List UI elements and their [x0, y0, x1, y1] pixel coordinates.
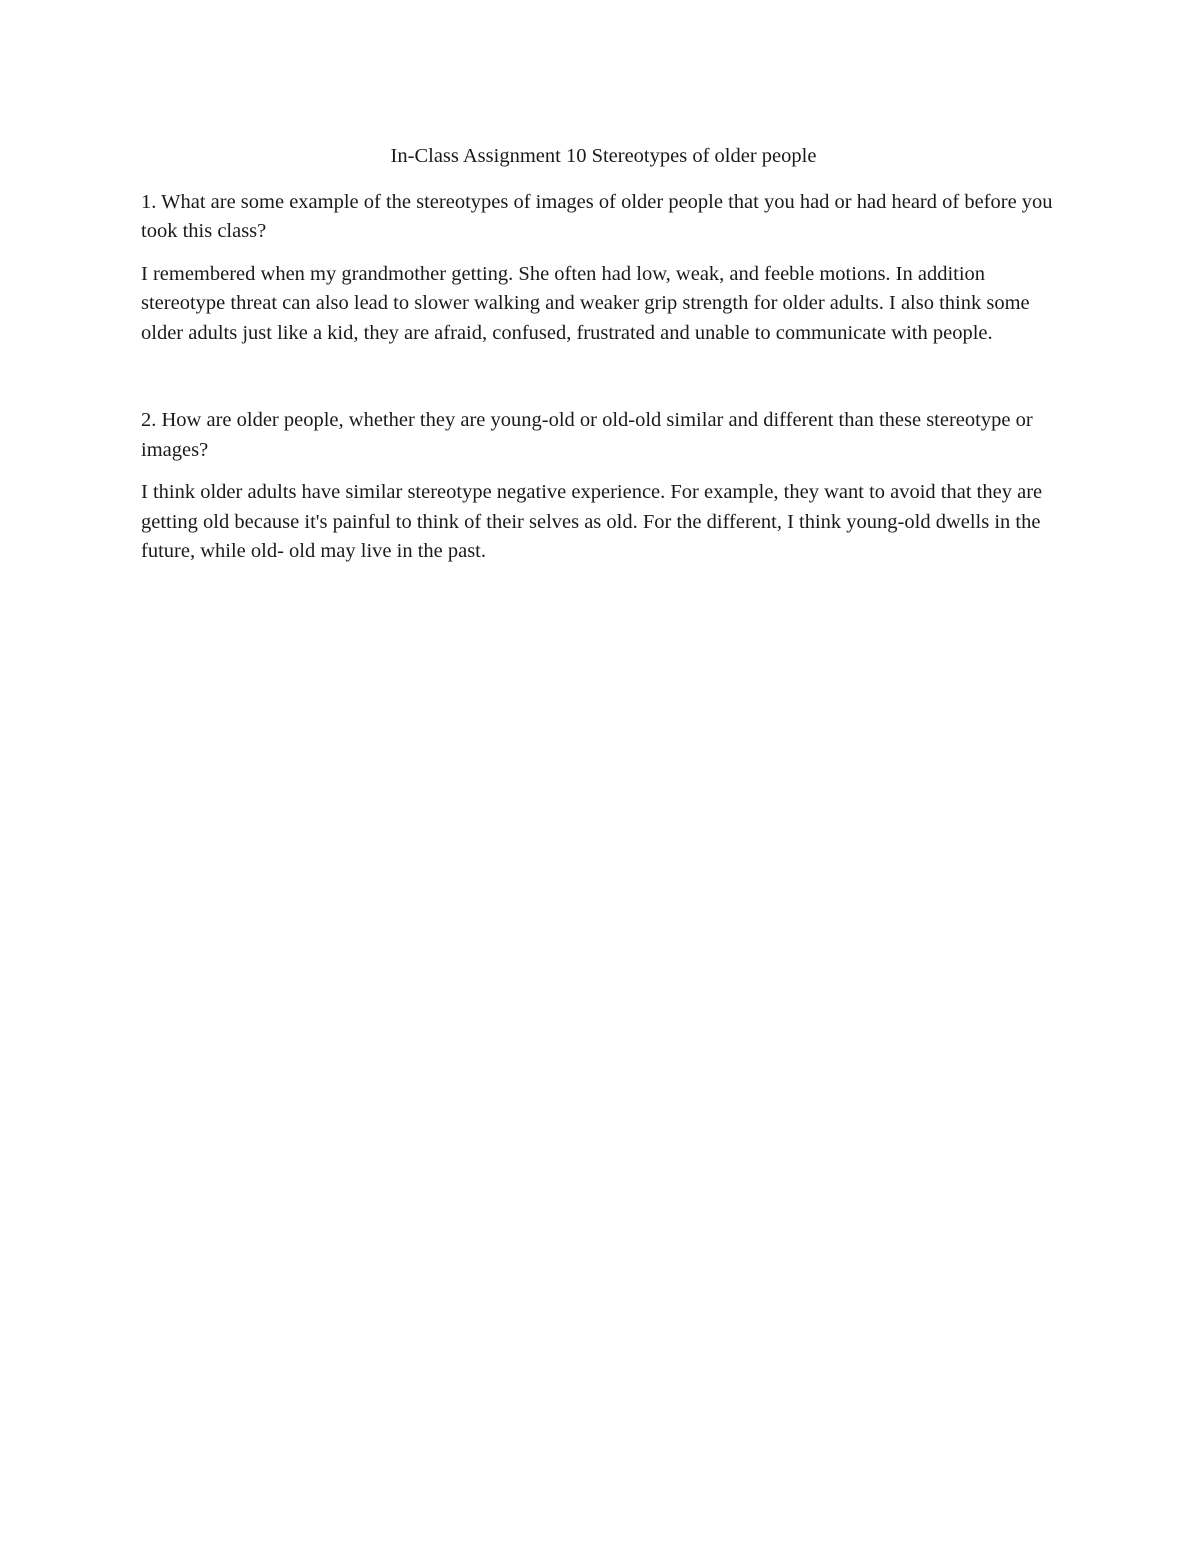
document-title: In-Class Assignment 10 Stereotypes of older people: [390, 145, 817, 167]
answer-2: I think older adults have similar stereotype negative experience. For example, they want to avoid that they are getting old because it's painful to think of their selves as old. For the different, I think young-old dwells in the future, while old- old may live in the past.: [141, 481, 1043, 562]
section-spacer: [141, 348, 1066, 406]
document-body: [141, 142, 1066, 580]
question-1: 1. What are some example of the stereotypes of images of older people that you had or had heard of before you took this class?: [141, 190, 1053, 242]
answer-1: I remembered when my grandmother getting. She often had low, weak, and feeble motions. In addition stereotype threat can also lead to slower walking and weaker grip strength for older adults. I also think some older adults just like a kid, they are afraid, confused, frustrated and unable to communicate with people.: [141, 262, 1030, 344]
question-2: 2. How are older people, whether they are young-old or old-old similar and different than these stereotype or images?: [141, 409, 1033, 461]
